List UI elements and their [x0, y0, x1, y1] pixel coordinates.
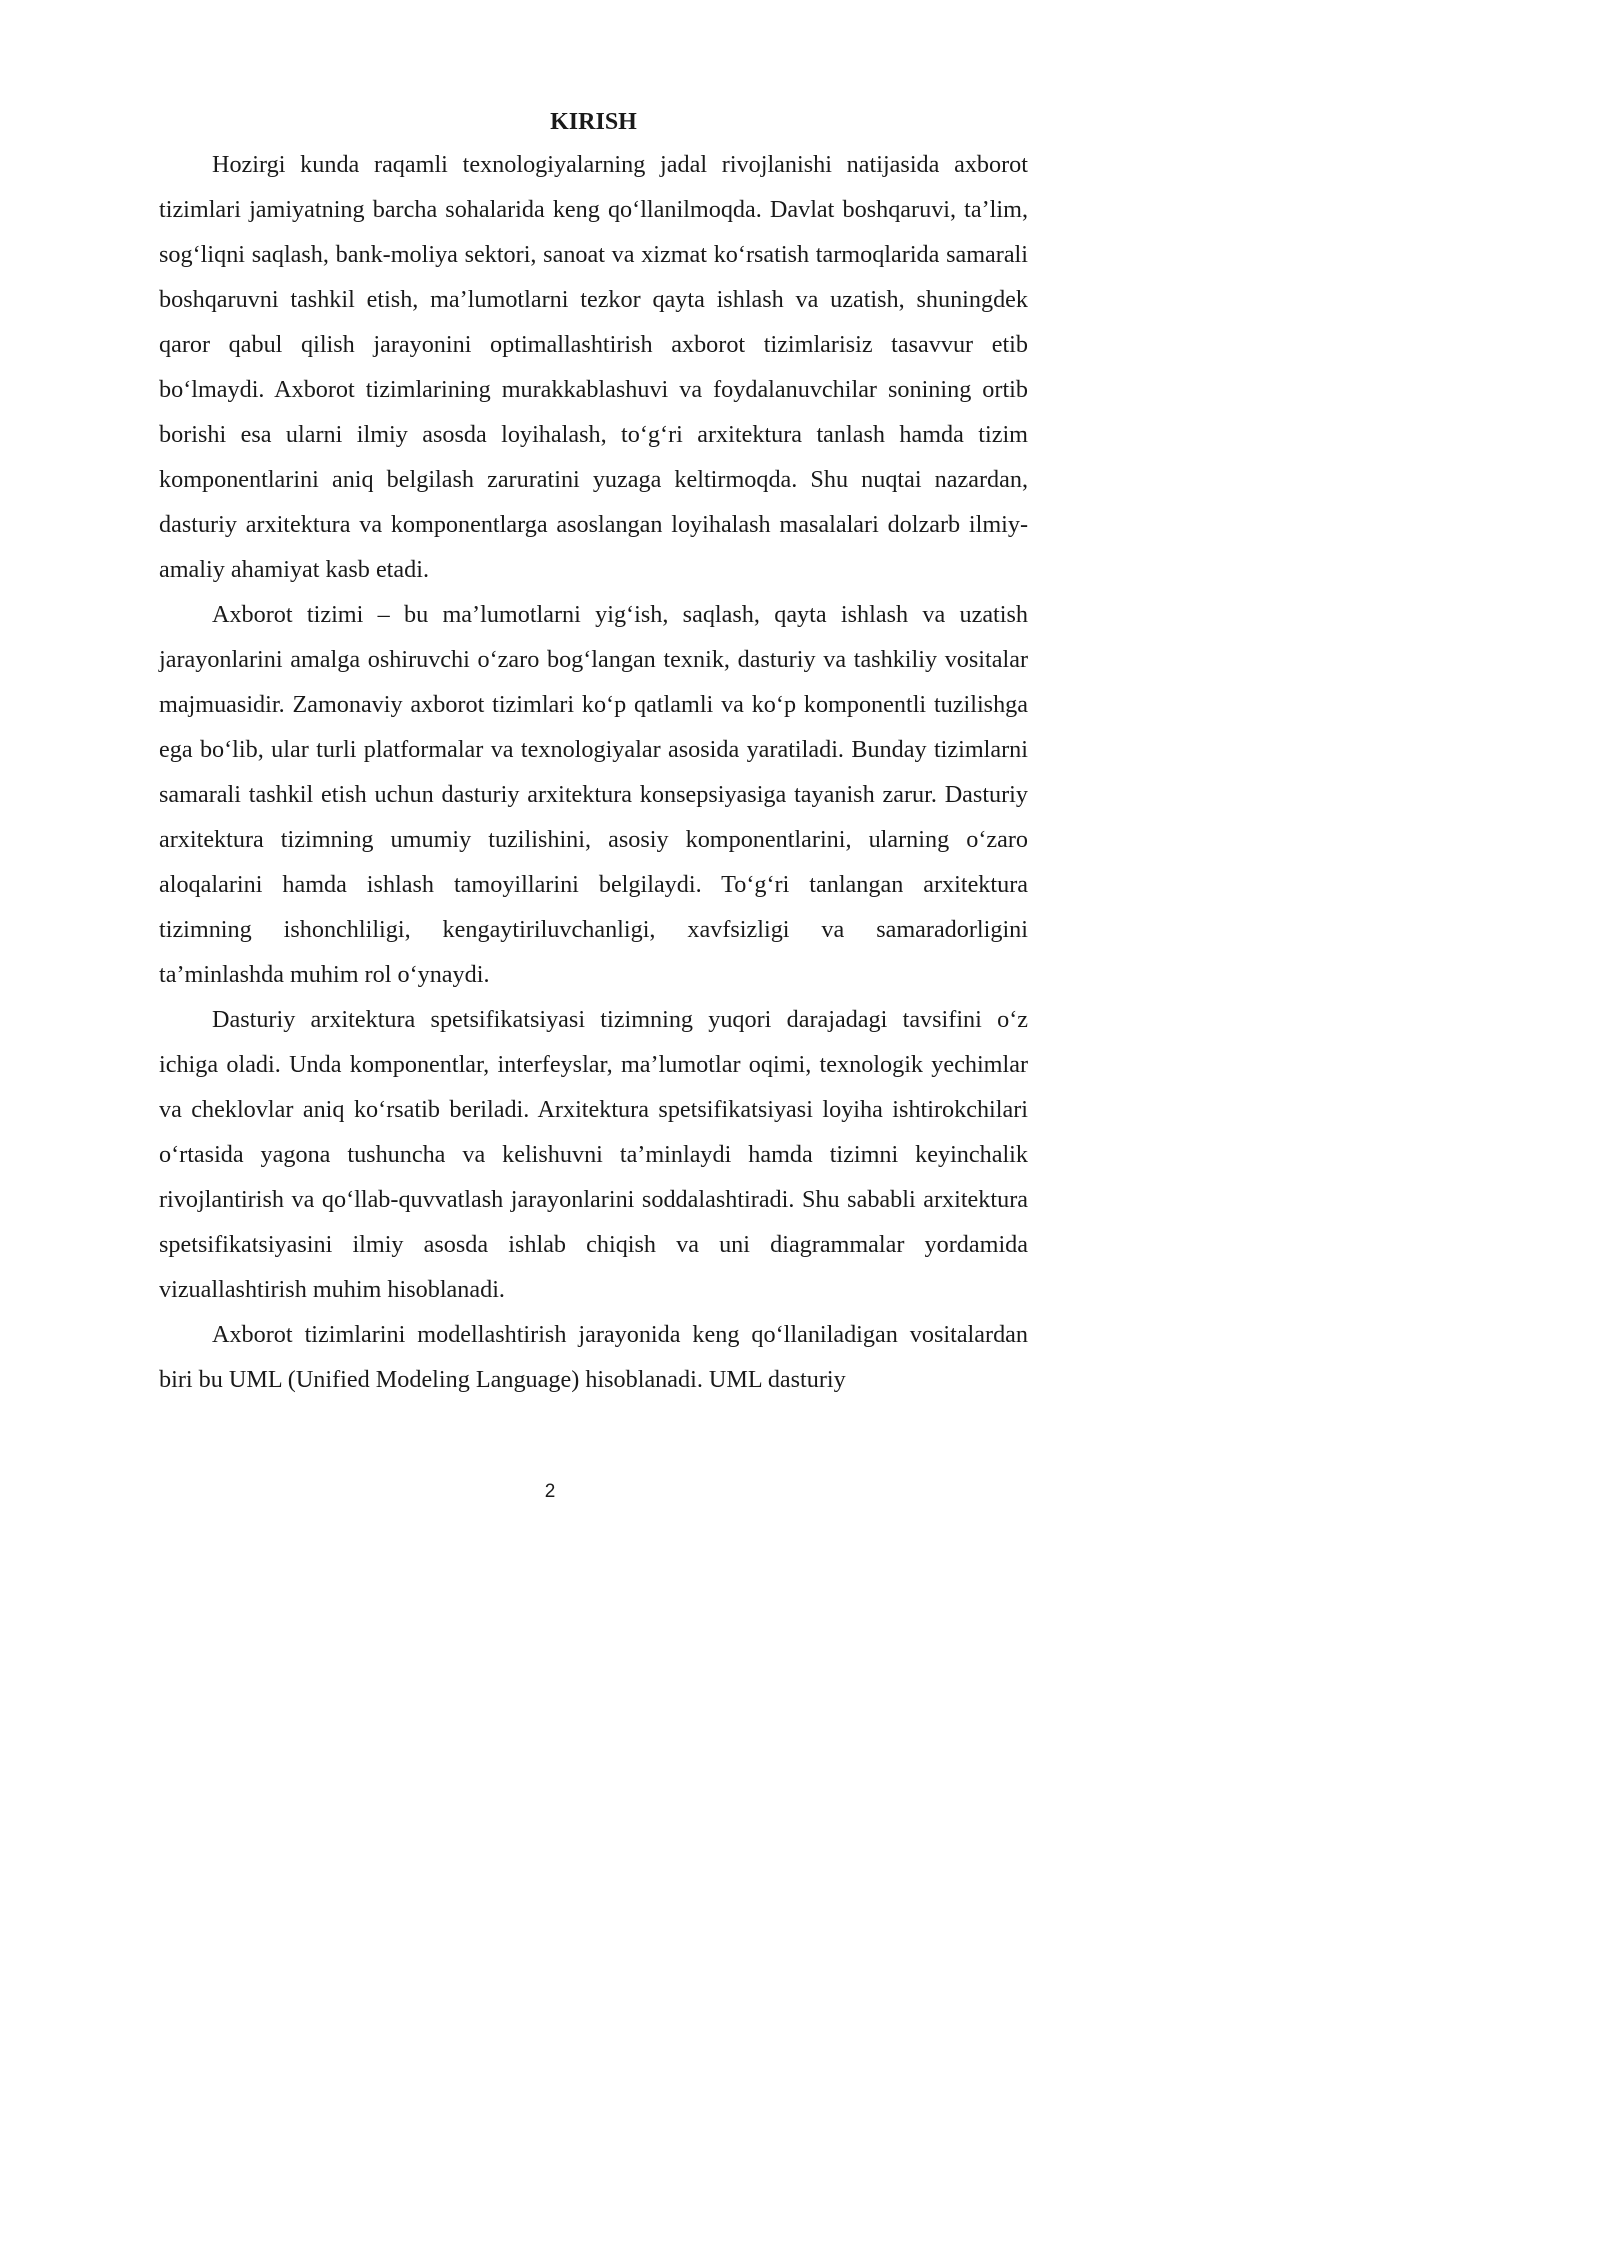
page-title: KIRISH [550, 109, 637, 135]
paragraph-4: Axborot tizimlarini modellashtirish jarayonida keng qo‘llaniladigan vositalardan biri bu UML (Unified Modeling Language) hisoblanadi. UML dasturiy [159, 1321, 1028, 1393]
document-page [0, 0, 1100, 1555]
paragraph-2: Axborot tizimi – bu ma’lumotlarni yig‘ish, saqlash, qayta ishlash va uzatish jarayonlarini amalga oshiruvchi o‘zaro bog‘langan texnik, dasturiy va tashkiliy vositalar majmuasidir. Zamonaviy axborot tizimlari ko‘p qatlamli va ko‘p komponentli tuzilishga ega bo‘lib, ular turli platformalar va texnologiyalar asosida yaratiladi. Bunday tizimlarni samarali tashkil etish uchun dasturiy arxitektura konsepsiyasiga tayanish zarur. Dasturiy arxitektura tizimning umumiy tuzilishini, asosiy komponentlarini, ularning o‘zaro aloqalarini hamda ishlash tamoyillarini belgilaydi. To‘g‘ri tanlangan arxitektura tizimning ishonchliligi, kengaytiriluvchanligi, xavfsizligi va samaradorligini ta’minlashda muhim rol o‘ynaydi. [159, 601, 1028, 988]
paragraph-3: Dasturiy arxitektura spetsifikatsiyasi tizimning yuqori darajadagi tavsifini o‘z ichiga oladi. Unda komponentlar, interfeyslar, ma’lumotlar oqimi, texnologik yechimlar va cheklovlar aniq ko‘rsatib beriladi. Arxitektura spetsifikatsiyasi loyiha ishtirokchilari o‘rtasida yagona tushuncha va kelishuvni ta’minlaydi hamda tizimni keyinchalik rivojlantirish va qo‘llab-quvvatlash jarayonlarini soddalashtiradi. Shu sababli arxitektura spetsifikatsiyasini ilmiy asosda ishlab chiqish va uni diagrammalar yordamida vizuallashtirish muhim hisoblanadi. [159, 1006, 1028, 1303]
paragraph-1: Hozirgi kunda raqamli texnologiyalarning jadal rivojlanishi natijasida axborot tizimlari jamiyatning barcha sohalarida keng qo‘llanilmoqda. Davlat boshqaruvi, ta’lim, sog‘liqni saqlash, bank-moliya sektori, sanoat va xizmat ko‘rsatish tarmoqlarida samarali boshqaruvni tashkil etish, ma’lumotlarni tezkor qayta ishlash va uzatish, shuningdek qaror qabul qilish jarayonini optimallashtirish axborot tizimlarisiz tasavvur etib bo‘lmaydi. Axborot tizimlarining murakkablashuvi va foydalanuvchilar sonining ortib borishi esa ularni ilmiy asosda loyihalash, to‘g‘ri arxitektura tanlash hamda tizim komponentlarini aniq belgilash zaruratini yuzaga keltirmoqda. Shu nuqtai nazardan, dasturiy arxitektura va komponentlarga asoslangan loyihalash masalalari dolzarb ilmiy-amaliy ahamiyat kasb etadi. [159, 151, 1028, 583]
page-number: 2 [544, 1481, 556, 1502]
page-content [159, 102, 1028, 1402]
